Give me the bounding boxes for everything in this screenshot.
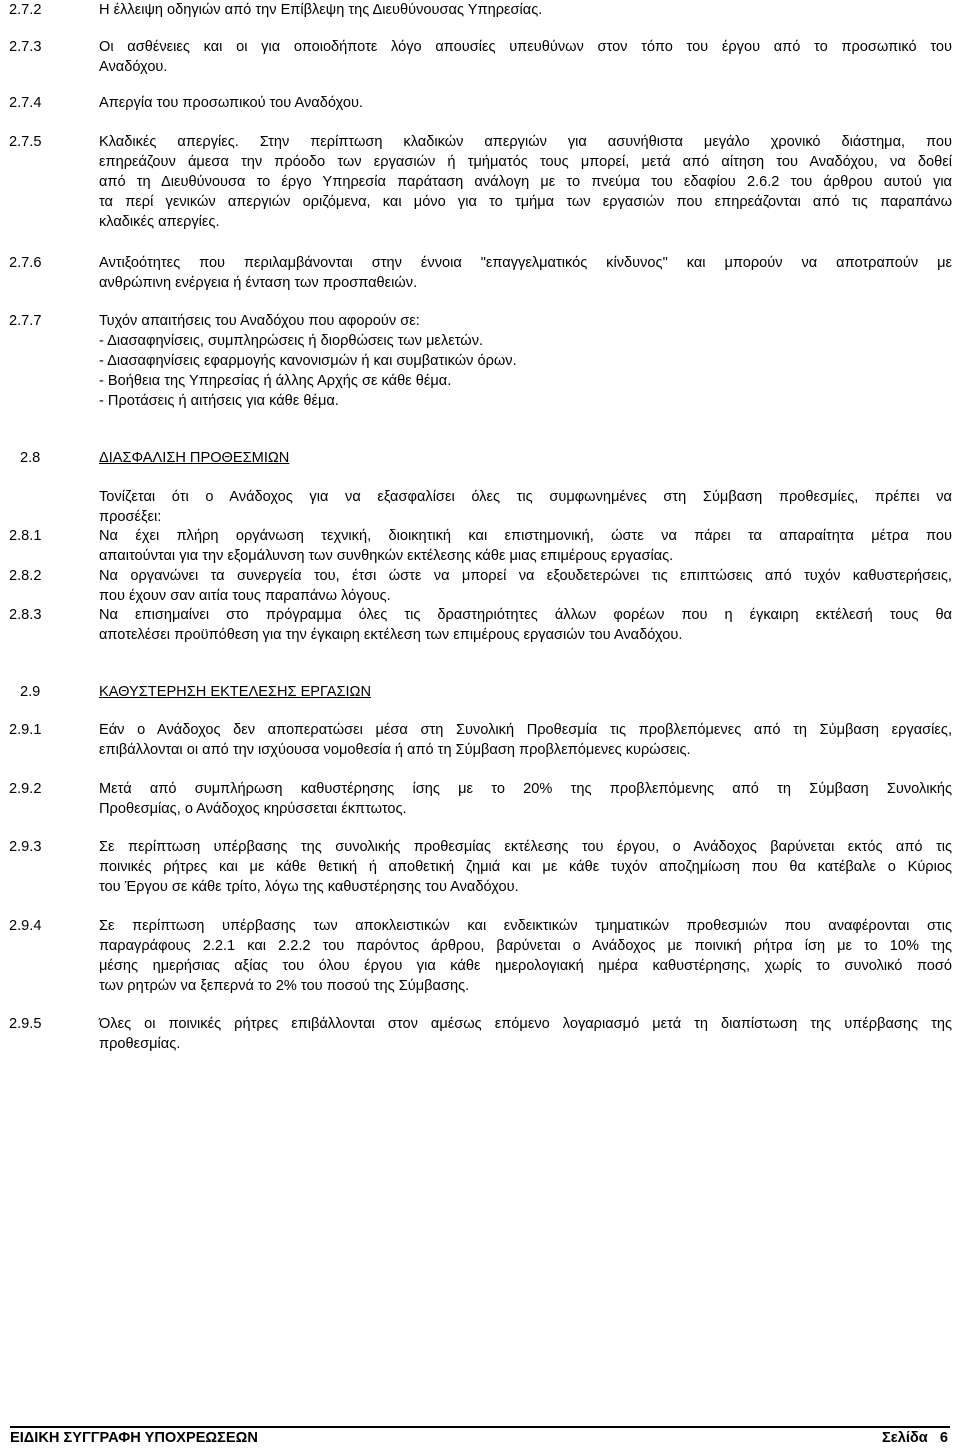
section-text [99,0,952,20]
section-number: 2.8.3 [9,607,42,623]
text-line: ανθρώπινη ενέργεια ή ένταση των προσπαθειών. [99,275,418,291]
text-line: από τη Διευθύνουσα το έργο Υπηρεσία παράταση ανάλογη με το πνεύμα του εδαφίου 2.6.2 του άρθρου αυτού για [99,174,952,190]
text-line: Κλαδικές απεργίες. Στην περίπτωση κλαδικών απεργιών για ασυνήθιστα μεγάλο χρονικό διάστημα, που [99,134,952,150]
section-number: 2.8 [20,450,41,466]
section-number: 2.9 [20,684,41,700]
text-line: Αναδόχου. [99,59,168,75]
text-line: επηρεάζουν άμεσα την πρόοδο των εργασιών ή τμήματός τους μπορεί, μετά από αίτηση του Αναδόχου, να δοθεί [99,154,952,170]
section-number: 2.9.3 [9,839,42,855]
section-number: 2.7.2 [9,2,42,18]
section-number: 2.9.2 [9,781,42,797]
page-footer [0,1420,960,1445]
text-line: Οι ασθένειες και οι για οποιοδήποτε λόγο απουσίες υπευθύνων στον τόπο του έργου από το προσωπικό του [99,39,952,55]
section-number: 2.8.2 [9,568,42,584]
text-line: Να έχει πλήρη οργάνωση τεχνική, διοικητική και επιστημονική, ώστε να πάρει τα απαραίτητα μέτρα που [99,528,952,544]
section-text [99,487,952,527]
section-text [99,566,952,606]
section-text [99,916,952,996]
section-text [99,311,952,411]
heading-title: ΔΙΑΣΦΑΛΙΣΗ ΠΡΟΘΕΣΜΙΩΝ [99,450,290,466]
section-heading [99,448,952,468]
section-number: 2.9.5 [9,1016,42,1032]
list-item: - Προτάσεις ή αιτήσεις για κάθε θέμα. [99,393,339,409]
list-item: - Βοήθεια της Υπηρεσίας ή άλλης Αρχής σε κάθε θέμα. [99,373,452,389]
heading-title: ΚΑΘΥΣΤΕΡΗΣΗ ΕΚΤΕΛΕΣΗΣ ΕΡΓΑΣΙΩΝ [99,684,371,700]
text-line: Σε περίπτωση υπέρβασης της συνολικής προθεσμίας εκτέλεσης του έργου, ο Ανάδοχος βαρύνεται εκτός από τις [99,839,952,855]
text-line: επιβάλλονται οι από την ισχύουσα νομοθεσία ή από τη Σύμβαση προβλεπόμενες κυρώσεις. [99,742,691,758]
text-line: προθεσμίας. [99,1036,181,1052]
section-text [99,253,952,293]
section-text [99,93,952,113]
text-line: Μετά από συμπλήρωση καθυστέρησης ίσης με το 20% της προβλεπόμενης από τη Σύμβαση Συνολικής [99,781,952,797]
text-line: αποτελέσει προϋπόθεση για την έγκαιρη εκτέλεση των επιμέρους εργασιών του Αναδόχου. [99,627,683,643]
list-item: - Διασαφηνίσεις, συμπληρώσεις ή διορθώσεις των μελετών. [99,333,484,349]
section-text [99,1014,952,1054]
text-line: τα περί γενικών απεργιών οριζόμενα, και μόνο για το τμήμα των εργασιών που επηρεάζονται από τις παραπάνω [99,194,952,210]
section-text [99,837,952,897]
text-line: προσέξει: [99,509,162,525]
text-line: Να επισημαίνει στο πρόγραμμα όλες τις δραστηριότητες άλλων φορέων που η έγκαιρη εκτέλεσή τους θα [99,607,952,623]
text-line: Σε περίπτωση υπέρβασης των αποκλειστικών και ενδεικτικών τμηματικών προθεσμιών που αναφέρονται στις [99,918,952,934]
section-number: 2.9.1 [9,722,42,738]
section-text [99,132,952,232]
text-line: απαιτούνται για την εξομάλυνση των συνθηκών εκτέλεσης κάθε μιας επιμέρους εργασίας. [99,548,674,564]
section-text [99,720,952,760]
section-number: 2.7.7 [9,313,42,329]
section-number: 2.7.6 [9,255,42,271]
text-line: Αντιξοότητες που περιλαμβάνονται στην έννοια "επαγγελματικός κίνδυνος" και μπορούν να αποτραπούν με [99,255,952,271]
section-text [99,605,952,645]
section-number: 2.9.4 [9,918,42,934]
text-line: κλαδικές απεργίες. [99,214,220,230]
text-line: των ρητρών να ξεπερνά το 2% του ποσού της Σύμβασης. [99,978,470,994]
text-line: Η έλλειψη οδηγιών από την Επίβλεψη της Διευθύνουσας Υπηρεσίας. [99,2,543,18]
text-line: Εάν ο Ανάδοχος δεν αποπερατώσει μέσα στη Συνολική Προθεσμία τις προβλεπόμενες από τη Σύμβαση εργασίες, [99,722,952,738]
section-heading [99,682,952,702]
section-number: 2.7.3 [9,39,42,55]
section-number: 2.8.1 [9,528,42,544]
list-item: - Διασαφηνίσεις εφαρμογής κανονισμών ή και συμβατικών όρων. [99,353,517,369]
text-line: του Έργου σε κάθε τρίτο, λόγω της καθυστέρησης του Αναδόχου. [99,879,519,895]
section-text [99,526,952,566]
text-line: που έχουν σαν αιτία τους παραπάνω λόγους. [99,588,391,604]
section-number: 2.7.4 [9,95,42,111]
text-line: Προθεσμίας, ο Ανάδοχος κηρύσσεται έκπτωτος. [99,801,407,817]
page-number: 6 [939,1430,948,1446]
section-number: 2.7.5 [9,134,42,150]
text-line: Να οργανώνει τα συνεργεία του, έτσι ώστε να μπορεί να εξουδετερώνει τις επιπτώσεις από τυχόν καθυστερήσεις, [99,568,952,584]
text-line: Όλες οι ποινικές ρήτρες επιβάλλονται στον αμέσως επόμενο λογαριασμό μετά τη διαπίστωση της υπέρβασης της [99,1016,952,1032]
section-text [99,779,952,819]
section-text [99,37,952,77]
footer-document-title: ΕΙΔΙΚΗ ΣΥΓΓΡΑΦΗ ΥΠΟΧΡΕΩΣΕΩΝ [10,1430,258,1446]
page-label: Σελίδα [882,1430,928,1446]
text-line: Τυχόν απαιτήσεις του Αναδόχου που αφορούν σε: [99,313,420,329]
text-line: παραγράφους 2.2.1 και 2.2.2 του παρόντος άρθρου, βαρύνεται ο Ανάδοχος με ποινική ρήτρα ίση με το 10% της [99,938,952,954]
text-line: ποινικές ρήτρες και με κάθε θετική ή αποθετική ζημιά και με κάθε τυχόν αποζημίωση που θα κατέβαλε ο Κύριος [99,859,952,875]
footer-page-indicator [882,1428,948,1448]
text-line: Απεργία του προσωπικού του Αναδόχου. [99,95,363,111]
text-line: μέσης ημερήσιας αξίας του όλου έργου για κάθε ημερολογιακή ημέρα καθυστέρησης, χωρίς το συνολικό ποσό [99,958,952,974]
text-line: Τονίζεται ότι ο Ανάδοχος για να εξασφαλίσει όλες τις συμφωνημένες στη Σύμβαση προθεσμίες, πρέπει να [99,489,952,505]
